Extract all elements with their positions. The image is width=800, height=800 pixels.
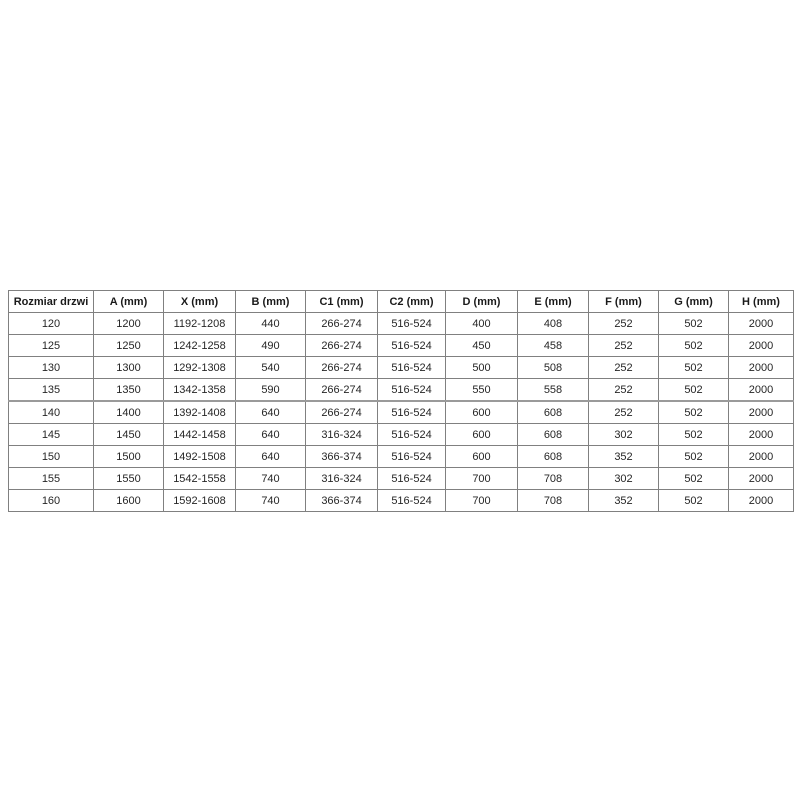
table-cell: 640 (236, 401, 306, 424)
table-cell: 2000 (729, 335, 794, 357)
table-cell: 600 (446, 446, 518, 468)
table-cell: 1200 (94, 313, 164, 335)
table-cell: 516-524 (378, 468, 446, 490)
table-cell: 608 (518, 401, 589, 424)
table-cell: 1192-1208 (164, 313, 236, 335)
table-cell: 145 (9, 424, 94, 446)
table-cell: 516-524 (378, 335, 446, 357)
table-cell: 502 (659, 490, 729, 512)
table-cell: 266-274 (306, 357, 378, 379)
table-cell: 252 (589, 357, 659, 379)
table-cell: 640 (236, 424, 306, 446)
table-cell: 316-324 (306, 424, 378, 446)
table-cell: 508 (518, 357, 589, 379)
table-cell: 608 (518, 424, 589, 446)
column-header: D (mm) (446, 291, 518, 313)
table-cell: 302 (589, 424, 659, 446)
table-cell: 1400 (94, 401, 164, 424)
table-cell: 1500 (94, 446, 164, 468)
table-cell: 252 (589, 335, 659, 357)
table-cell: 500 (446, 357, 518, 379)
table-cell: 266-274 (306, 313, 378, 335)
table-cell: 266-274 (306, 401, 378, 424)
table-cell: 366-374 (306, 446, 378, 468)
table-cell: 2000 (729, 313, 794, 335)
table-cell: 502 (659, 468, 729, 490)
table-cell: 516-524 (378, 313, 446, 335)
column-header: Rozmiar drzwi (9, 291, 94, 313)
table-cell: 1300 (94, 357, 164, 379)
table-cell: 125 (9, 335, 94, 357)
table-row (9, 313, 794, 335)
table-cell: 516-524 (378, 446, 446, 468)
table-cell: 1292-1308 (164, 357, 236, 379)
table-cell: 408 (518, 313, 589, 335)
table-cell: 2000 (729, 446, 794, 468)
column-header: C2 (mm) (378, 291, 446, 313)
table-cell: 400 (446, 313, 518, 335)
table-cell: 502 (659, 357, 729, 379)
table-row (9, 357, 794, 379)
table-cell: 700 (446, 490, 518, 512)
table-cell: 600 (446, 424, 518, 446)
table-cell: 252 (589, 379, 659, 402)
table-cell: 516-524 (378, 379, 446, 402)
table-row (9, 401, 794, 424)
table-cell: 155 (9, 468, 94, 490)
table-cell: 502 (659, 424, 729, 446)
table-cell: 1342-1358 (164, 379, 236, 402)
table-cell: 252 (589, 313, 659, 335)
table-cell: 708 (518, 490, 589, 512)
table-cell: 2000 (729, 379, 794, 402)
table-cell: 2000 (729, 357, 794, 379)
table-cell: 640 (236, 446, 306, 468)
table-cell: 700 (446, 468, 518, 490)
table-cell: 316-324 (306, 468, 378, 490)
table-cell: 266-274 (306, 379, 378, 402)
header-row (9, 291, 794, 313)
table-cell: 502 (659, 335, 729, 357)
column-header: H (mm) (729, 291, 794, 313)
table-row (9, 424, 794, 446)
table-cell: 516-524 (378, 424, 446, 446)
table-cell: 708 (518, 468, 589, 490)
table-cell: 2000 (729, 490, 794, 512)
table-cell: 502 (659, 313, 729, 335)
table-cell: 600 (446, 401, 518, 424)
table-row (9, 446, 794, 468)
table-cell: 1392-1408 (164, 401, 236, 424)
table-header (9, 291, 794, 313)
table-cell: 1242-1258 (164, 335, 236, 357)
table-row (9, 379, 794, 402)
table-cell: 558 (518, 379, 589, 402)
table-cell: 590 (236, 379, 306, 402)
table-cell: 1492-1508 (164, 446, 236, 468)
table-cell: 550 (446, 379, 518, 402)
table-cell: 1350 (94, 379, 164, 402)
table-cell: 502 (659, 379, 729, 402)
table-cell: 140 (9, 401, 94, 424)
table-cell: 516-524 (378, 357, 446, 379)
table-cell: 516-524 (378, 401, 446, 424)
table-cell: 366-374 (306, 490, 378, 512)
table-cell: 740 (236, 468, 306, 490)
door-dimensions-table (8, 290, 794, 512)
column-header: G (mm) (659, 291, 729, 313)
table-cell: 266-274 (306, 335, 378, 357)
table-cell: 502 (659, 401, 729, 424)
table-cell: 150 (9, 446, 94, 468)
table-cell: 352 (589, 446, 659, 468)
table-cell: 2000 (729, 468, 794, 490)
table-cell: 160 (9, 490, 94, 512)
table-cell: 1542-1558 (164, 468, 236, 490)
table-cell: 490 (236, 335, 306, 357)
table-cell: 1250 (94, 335, 164, 357)
column-header: A (mm) (94, 291, 164, 313)
table-cell: 1450 (94, 424, 164, 446)
table-cell: 440 (236, 313, 306, 335)
table-cell: 1550 (94, 468, 164, 490)
table-cell: 1600 (94, 490, 164, 512)
column-header: X (mm) (164, 291, 236, 313)
table-cell: 1442-1458 (164, 424, 236, 446)
table-cell: 608 (518, 446, 589, 468)
table-row (9, 490, 794, 512)
table-cell: 540 (236, 357, 306, 379)
table-cell: 302 (589, 468, 659, 490)
table-cell: 458 (518, 335, 589, 357)
table-row (9, 335, 794, 357)
table-row (9, 468, 794, 490)
table-body (9, 313, 794, 512)
table-cell: 502 (659, 446, 729, 468)
table-cell: 120 (9, 313, 94, 335)
table-cell: 450 (446, 335, 518, 357)
table-cell: 130 (9, 357, 94, 379)
table-cell: 740 (236, 490, 306, 512)
table-cell: 2000 (729, 401, 794, 424)
table-cell: 1592-1608 (164, 490, 236, 512)
column-header: B (mm) (236, 291, 306, 313)
table-cell: 352 (589, 490, 659, 512)
table-cell: 516-524 (378, 490, 446, 512)
column-header: E (mm) (518, 291, 589, 313)
table-cell: 2000 (729, 424, 794, 446)
table-cell: 135 (9, 379, 94, 402)
column-header: C1 (mm) (306, 291, 378, 313)
column-header: F (mm) (589, 291, 659, 313)
table-cell: 252 (589, 401, 659, 424)
